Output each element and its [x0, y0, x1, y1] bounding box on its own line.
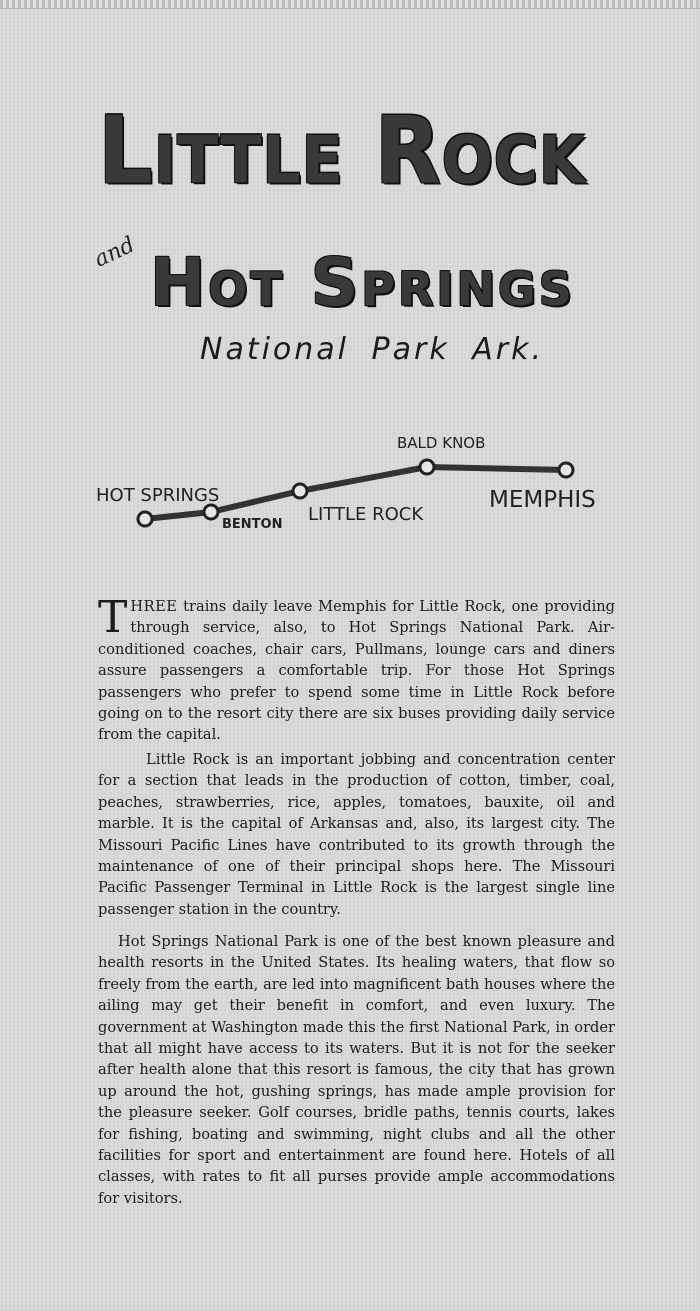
station-marker-benton — [204, 505, 218, 519]
station-marker-hot-springs — [138, 512, 152, 526]
title-connector: and — [90, 232, 139, 273]
paragraph-hot-springs: Hot Springs National Park is one of the best known pleasure and health resorts in the United States. Its healing waters, that flow so freely from the earth, are led into magnificent bath houses where the ailing may get their benefit in comfort, and even luxury. The government at Washington made this the first National Park, in order that all might have access to its waters. But it is not for the seeker after health alone that this resort is famous, the city that has grown up around the hot, gushing springs, has made ample provision for the pleasure seeker. Golf courses, bridle paths, tennis courts, lakes for fishing, boating and swimming, night clubs and all the other facilities for sport and entertainment are found here. Hotels of all classes, with rates to fit all purses provide ample accommodations for visitors. — [98, 933, 615, 1207]
station-marker-bald-knob — [420, 460, 434, 474]
title-hot-springs: Hot Springs — [150, 244, 575, 321]
paragraph-trains-text: trains daily leave Memphis for Little Rock, one providing through service, also, to Hot Springs National Park. Air-conditioned coaches, chair cars, Pullmans, lounge cars and diners assure passengers a comfortable trip. For those Hot Springs passengers who prefer to spend some time in Little Rock before going on to the resort city there are six buses providing daily service from the capital. — [98, 598, 615, 744]
subtitle-national-park: National Park Ark. — [200, 332, 545, 367]
station-label-hot-springs: HOT SPRINGS — [96, 485, 220, 506]
station-marker-memphis — [559, 463, 573, 477]
top-edge-strip — [0, 0, 700, 9]
paragraph-trains — [98, 592, 615, 746]
station-marker-little-rock — [293, 484, 307, 498]
paragraph-lead-word: HREE — [130, 598, 178, 615]
station-label-bald-knob: BALD KNOB — [397, 434, 486, 452]
paragraph-little-rock: Little Rock is an important jobbing and concentration center for a section that leads in the production of cotton, timber, coal, peaches, strawberries, rice, apples, tomatoes, bauxite, oil and marble. It is the capital of Arkansas and, also, its largest city. The Missouri Pacific Lines have contributed to its growth through the maintenance of one of their principal shops here. The Missouri Pacific Passenger Terminal in Little Rock is the largest single line passenger station in the country. — [98, 751, 615, 918]
drop-cap: T — [98, 592, 128, 643]
station-label-memphis: MEMPHIS — [489, 487, 596, 513]
title-little-rock: Little Rock — [98, 97, 587, 205]
route-map — [0, 420, 700, 560]
station-label-benton: BENTON — [222, 517, 283, 532]
station-label-little-rock: LITTLE ROCK — [308, 504, 424, 525]
